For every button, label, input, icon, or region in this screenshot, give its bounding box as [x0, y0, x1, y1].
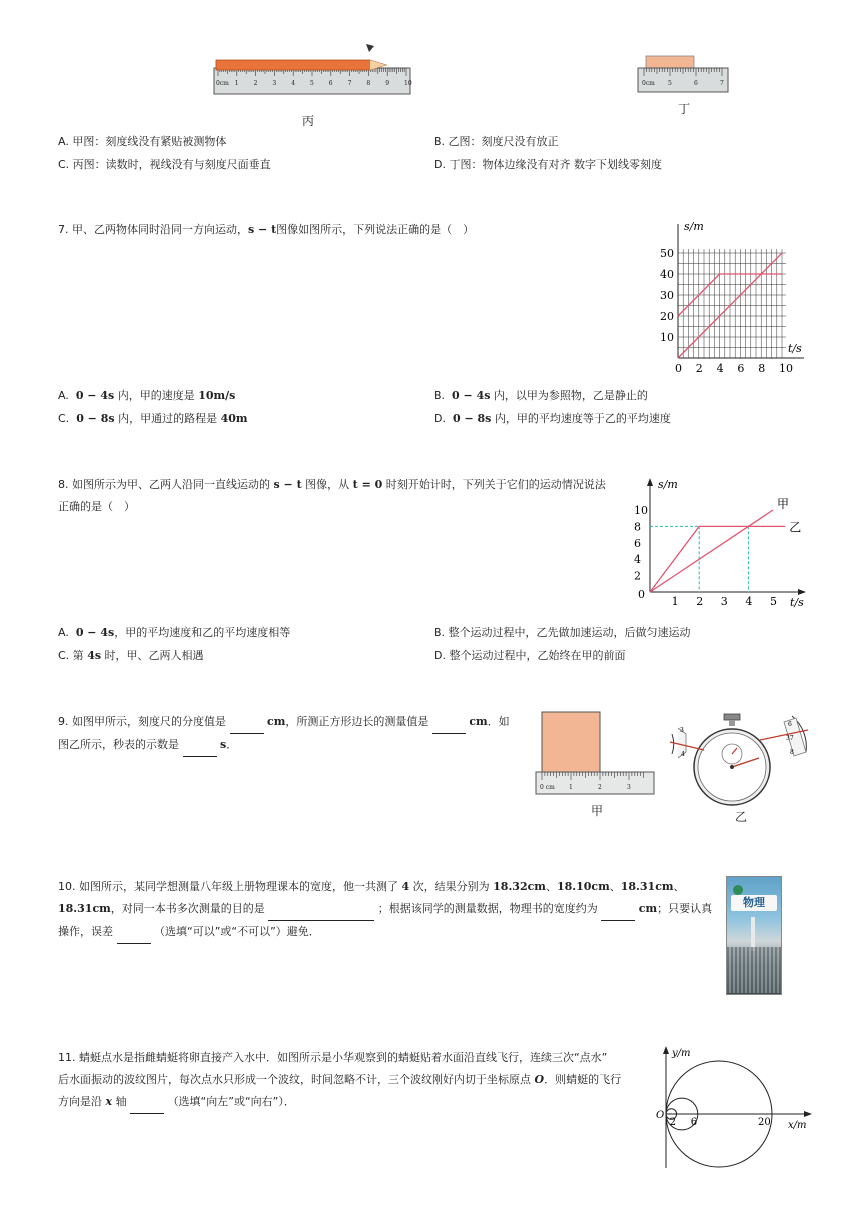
x-axis-label: t/s: [788, 342, 802, 355]
q8-option-a[interactable]: A. 0 − 4s，甲的平均速度和乙的平均速度相等: [58, 626, 291, 639]
q10-blank-1[interactable]: [268, 898, 374, 921]
x-tick-label: 3: [720, 595, 728, 608]
q9-blank-2[interactable]: [432, 711, 466, 734]
x-tick-label: 0: [675, 362, 682, 375]
ruler-tick-label: 1: [569, 784, 573, 791]
q8-option-b[interactable]: B. 整个运动过程中，乙先做加速运动，后做匀速运动: [434, 626, 691, 639]
x-tick-label: 6: [737, 362, 745, 375]
q10-stem: 10. 如图所示，某同学想测量八年级上册物理课本的宽度，他一共测了 4 次，结果分别为 18.32cm、18.10cm、18.31cm、 18.31cm，对同一本书多次测量的目的是 ；根据该同学的测量数据，物理书的宽度约为 cm；只要认真 操作，误差 （选填“可以”或“不可以”）避免．: [58, 876, 718, 944]
figure-label-yi: 乙: [735, 810, 748, 824]
physics-book-cover: [726, 876, 782, 995]
x-axis-label: t/s: [790, 596, 804, 609]
y-tick-label: 10: [660, 331, 674, 344]
y-tick-label: 30: [660, 289, 674, 302]
q9-stem: 9. 如图甲所示，刻度尺的分度值是 cm，所测正方形边长的测量值是 cm．如 图乙所示，秒表的示数是 s．: [58, 711, 528, 757]
q6-option-c[interactable]: C. 丙图：读数时，视线没有与刻度尺面垂直: [58, 158, 271, 171]
q7-option-b[interactable]: B. 0 − 4s 内，以甲为参照物，乙是静止的: [434, 389, 648, 402]
q9-blank-1[interactable]: [230, 711, 264, 734]
y-tick-label: 4: [634, 553, 641, 567]
square-object: [542, 712, 600, 772]
figure-label-ding: 丁: [678, 102, 691, 116]
x-tick-label: 1: [671, 595, 679, 608]
ruler-tick-label: 0 cm: [540, 784, 555, 791]
eye-marker-icon: [366, 44, 374, 52]
q7-option-a[interactable]: A. 0 − 4s 内，甲的速度是 10m/s: [58, 389, 236, 402]
svg-text:4: 4: [681, 751, 685, 758]
ruler-tick-label: 8: [366, 80, 371, 87]
svg-text:3: 3: [680, 727, 684, 734]
measured-object: [646, 56, 694, 68]
q6-option-b[interactable]: B. 乙图：刻度尺没有放正: [434, 135, 559, 148]
y-axis-arrow: [663, 1046, 669, 1054]
svg-text:37: 37: [786, 735, 794, 742]
x-tick-label: 5: [770, 595, 777, 608]
y-tick-label: 10: [634, 504, 648, 517]
book-title: 物理: [731, 895, 777, 911]
ruler-tick-label: 7: [347, 80, 352, 87]
series-line-2: [650, 526, 785, 592]
q8-stem: 8. 如图所示为甲、乙两人沿同一直线运动的 s − t 图像，从 t = 0 时刻开始计时，下列关于它们的运动情况说法 正确的是（ ）: [58, 478, 606, 513]
ruler-figure-bing: [210, 40, 420, 100]
ruler-tick-label: 5: [310, 80, 314, 87]
svg-text:6: 6: [788, 721, 792, 728]
q11-ripple-diagram: [650, 1044, 820, 1172]
y-axis-arrow: [647, 478, 653, 486]
q8-st-chart: [630, 474, 815, 614]
ruler-tick-label: 7: [720, 80, 724, 87]
y-tick-label: 8: [634, 520, 641, 534]
x-tick-label: 8: [758, 362, 766, 375]
series-line-1: [650, 510, 773, 592]
book-logo-icon: [733, 885, 743, 895]
stopwatch-body: [694, 714, 770, 805]
ruler-tick-label: 9: [385, 80, 390, 87]
q7-st-chart: [650, 216, 820, 376]
q10-blank-2[interactable]: [601, 898, 635, 921]
pencil: [216, 60, 386, 70]
ruler-tick-label: 4: [291, 80, 296, 87]
stopwatch-figure: [664, 712, 814, 812]
q7-stem: 7. 甲、乙两物体同时沿同一方向运动，s − t图像如图所示，下列说法正确的是（ ）: [58, 223, 475, 236]
y-tick-label: 40: [660, 268, 674, 281]
y-tick-label: 6: [634, 536, 641, 550]
q10-blank-3[interactable]: [117, 921, 151, 944]
q7-option-c[interactable]: C. 0 − 8s 内，甲通过的路程是 40m: [58, 412, 248, 425]
q9-blank-3[interactable]: [183, 734, 217, 757]
ruler-tick-label: 3: [627, 784, 631, 791]
x-tick-label: 4: [745, 595, 753, 608]
y-tick-label: 20: [660, 310, 674, 323]
x-tick-label: 2: [669, 1117, 676, 1128]
ruler-tick-label: 2: [253, 80, 258, 87]
q11-stem: 11. 蜻蜓点水是指雌蜻蜓将卵直接产入水中．如图所示是小华观察到的蜻蜓贴着水面沿直线飞行，连续三次“点水” 后水面振动的波纹图片，每次点水只形成一个波纹，时间忽略不计，三个波纹刚好内切于坐标原点 O．则蜻蜓的飞行 方向是沿 x 轴 （选填“向左”或“向右”）．: [58, 1047, 658, 1114]
x-tick-label: 20: [758, 1117, 771, 1128]
x-axis-arrow: [804, 1111, 812, 1117]
large-dial-zoom: [760, 716, 808, 756]
y-tick-label: 50: [660, 247, 674, 260]
x-tick-label: 2: [695, 362, 703, 375]
q9-ruler-figure-jia: [534, 708, 658, 796]
ruler-tick-label: 6: [694, 80, 698, 87]
x-axis-label: x/m: [788, 1120, 807, 1131]
series-label-2: 乙: [789, 520, 802, 535]
ruler-tick-label: 2: [598, 784, 602, 791]
ruler-tick-label: 6: [328, 80, 333, 87]
x-axis-arrow: [798, 589, 806, 595]
x-tick-label: 2: [696, 595, 704, 608]
svg-text:8: 8: [790, 749, 794, 756]
figure-label-jia: 甲: [591, 804, 604, 818]
q8-option-c[interactable]: C. 第 4s 时，甲、乙两人相遇: [58, 649, 204, 662]
ruler-tick-label: 3: [272, 80, 277, 87]
ruler-tick-label: 1: [234, 80, 239, 87]
x-tick-label: 4: [716, 362, 724, 375]
series-label-1: 甲: [777, 497, 790, 511]
q8-option-d[interactable]: D. 整个运动过程中，乙始终在甲的前面: [434, 649, 626, 662]
ruler-tick-label: 0cm: [642, 80, 655, 87]
x-tick-label: 0: [638, 588, 645, 601]
ruler-tick-label: 10: [404, 80, 412, 87]
x-tick-label: 6: [690, 1117, 698, 1128]
y-axis-label: s/m: [658, 478, 678, 491]
y-tick-label: 2: [634, 569, 641, 583]
origin-label: O: [656, 1110, 665, 1121]
y-axis-label: s/m: [684, 220, 704, 233]
y-axis-label: y/m: [672, 1048, 691, 1059]
figure-label-bing: 丙: [302, 114, 315, 128]
q6-option-a[interactable]: A. 甲图：刻度线没有紧贴被测物体: [58, 135, 227, 148]
x-tick-label: 10: [779, 362, 793, 375]
q6-option-d[interactable]: D. 丁图：物体边缘没有对齐 数字下划线零刻度: [434, 158, 662, 171]
ruler-tick-label: 5: [668, 80, 672, 87]
q11-blank-1[interactable]: [130, 1091, 164, 1114]
ruler-figure-ding: [636, 52, 731, 96]
ruler-tick-label: 0cm: [216, 80, 229, 87]
q7-option-d[interactable]: D. 0 − 8s 内，甲的平均速度等于乙的平均速度: [434, 412, 671, 425]
